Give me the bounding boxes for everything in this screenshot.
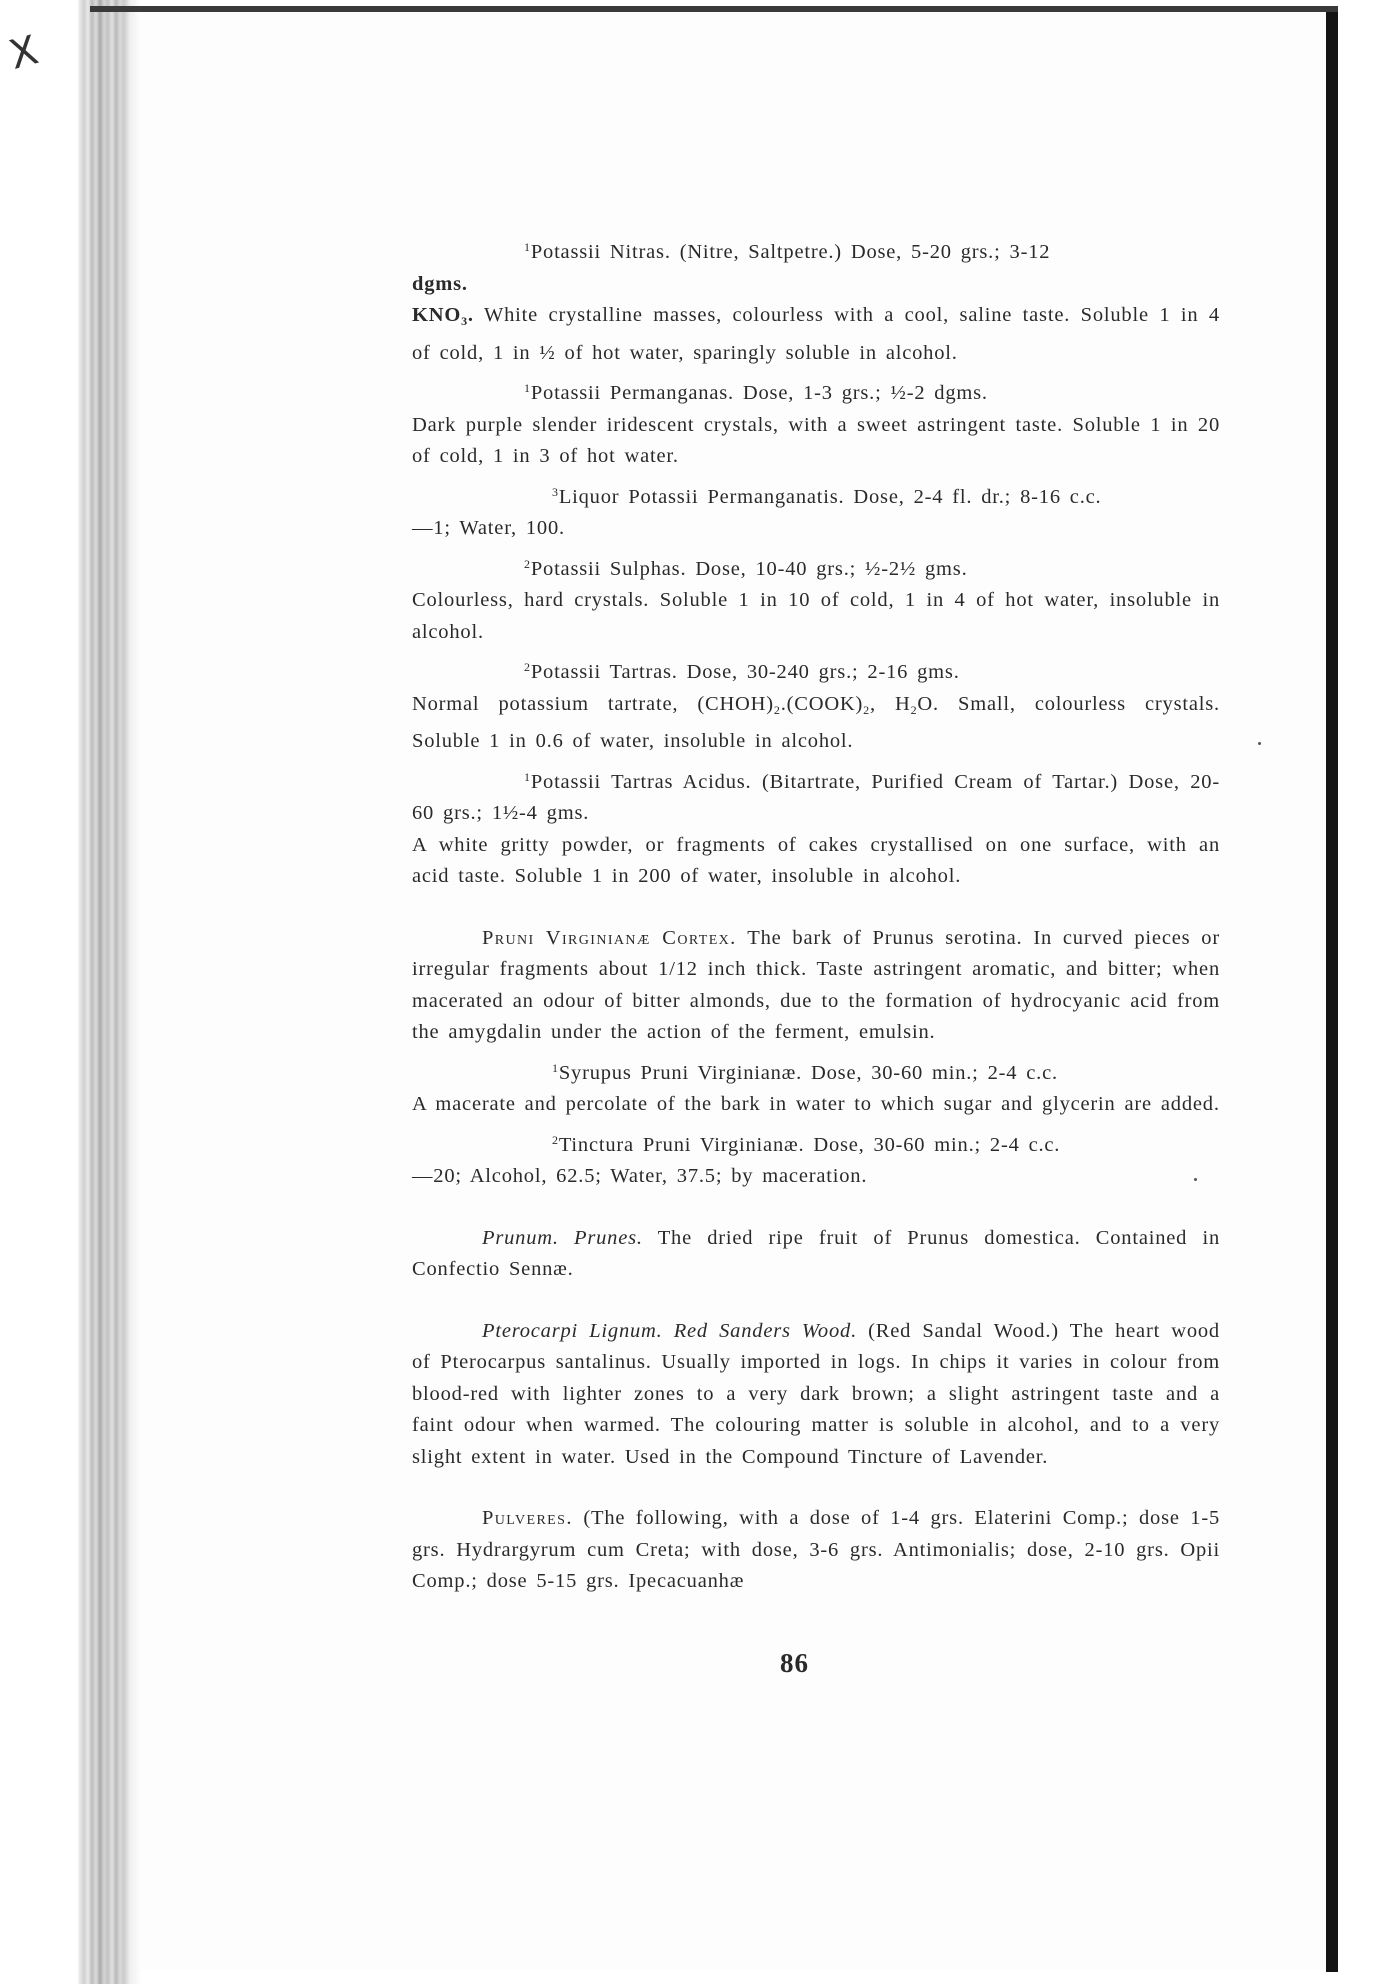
dose-unit: dgms. [412,272,468,295]
entry-continuation [412,269,1220,301]
entry-heading: Potassii Nitras. [530,241,671,263]
page-text [412,232,1220,1598]
section-description: The bark of Prunus serotina. In curved pieces or irregular fragments about 1/12 inch thick. Taste astringent aromatic, and bitter; when macerated an odour of bitter almonds, due to the formation of hydrocyanic acid from the amygdalin under the action of the ferment, emulsin. [412,926,1220,1043]
formula-subscript: 2 [863,702,870,717]
book-binding-edge [78,0,140,1984]
formula-dot: . [467,304,474,326]
entry-dose: Dose, 1-3 grs.; ½-2 dgms. [742,382,988,404]
entry-dose: Dose, 10-40 grs.; ½-2½ gms. [695,557,968,580]
section-pulveres [412,1503,1220,1598]
entry-liquor-potassii-permanganatis [412,477,1220,514]
entry-tinctura-pruni [412,1125,1220,1162]
section-pterocarpi-lignum [412,1316,1220,1474]
description-text: of hot water, sparingly soluble in alcohol. [555,341,958,364]
footnote-marker: 2 [524,660,531,674]
section-description: The heart wood of Pterocarpus santalinus. Usually imported in logs. In chips it varies in colour from blood-red with lighter zones to a very dark brown; a slight astringent taste and a faint odour when warmed. The colouring matter is soluble in alcohol, and to a very slight extent in water. Used in the Compound Tincture of Lavender. [412,1319,1220,1468]
entry-potassii-permanganas [412,373,1220,410]
footnote-marker: 1 [524,240,531,254]
section-prunum [412,1223,1220,1286]
entry-description: Colourless, hard crystals. Soluble 1 in 10 of cold, 1 in 4 of hot water, insoluble in alcohol. [412,589,1220,643]
footnote-marker: 2 [552,1132,559,1147]
entry-dose: (Nitre, Saltpetre.) Dose, 5-20 grs.; 3-12 [679,241,1051,263]
entry-heading: Potassii Tartras Acidus. [530,770,752,793]
formula-subscript: 3 [461,314,468,328]
description-text: , H [869,692,911,715]
entry-dose: Dose, 30-60 min.; 2-4 c.c. [813,1133,1061,1156]
entry-description [412,689,1220,758]
entry-heading: Potassii Permanganas. [530,382,734,404]
entry-potassii-sulphas [412,549,1220,586]
section-title: Pruni Virginianæ Cortex. [482,926,737,949]
entry-potassii-tartras-acidus [412,762,1220,830]
footnote-marker: 2 [524,556,531,571]
entry-syrupus-pruni [412,1053,1220,1090]
section-description: (The following, with a dose of 1-4 grs. Elaterini Comp.; dose 1-5 grs. Hydrargyrum cum Creta; with dose, 3-6 grs. Antimonialis; dose, 2-10 grs. Opii Comp.; dose 5-15 grs. Ipecacuanhæ [412,1507,1220,1592]
entry-description: —1; Water, 100. [412,517,565,539]
footnote-marker: 1 [524,381,531,395]
entry-heading: Liquor Potassii Permanganatis. [558,485,845,508]
section-title: Pterocarpi Lignum. Red Sanders Wood. [482,1319,857,1342]
entry-potassii-tartras [412,652,1220,689]
page-right-edge [1326,12,1338,1972]
entry-description: Dark purple slender iridescent crystals, with a sweet astringent taste. Soluble 1 in 20 of cold, 1 in 3 of hot water. [412,413,1220,467]
section-pruni-virginianae [412,923,1220,1049]
entry-description: A white gritty powder, or fragments of cakes crystallised on one surface, with an acid taste. Soluble 1 in 200 of water, insoluble in alcohol. [412,833,1220,887]
footnote-marker: 1 [552,1060,559,1075]
entry-heading: Potassii Tartras. [530,661,678,683]
section-alt-name: (Red Sandal Wood.) [868,1319,1059,1342]
entry-heading: Tinctura Pruni Virginianæ. [558,1133,805,1156]
section-title: Pulveres. [482,1507,573,1529]
description-text: Normal potassium tartrate, (CHOH) [412,692,774,715]
footnote-marker: 1 [524,769,531,784]
entry-potassii-nitras [412,232,1220,269]
description-text: White crystalline masses, colourless with a cool, saline taste. Soluble 1 in 4 of cold, 1 in [412,304,1220,364]
entry-description [412,300,1220,369]
entry-dose: Dose, 30-240 grs.; 2-16 gms. [686,661,960,683]
formula-subscript: 2 [773,702,781,717]
footnote-marker: 3 [552,484,559,499]
fraction: ½ [539,341,556,364]
section-description: The dried ripe fruit of Prunus domestica. Contained in Confectio Sennæ. [412,1226,1220,1280]
entry-description: A macerate and percolate of the bark in water to which sugar and glycerin are added. [412,1093,1220,1115]
page-number: 86 [780,1648,809,1678]
chemical-formula: KNO [412,304,462,326]
description-text: O. Small, colourless crystals. Soluble 1 in 0.6 of water, insoluble in alcohol. [412,692,1220,752]
entry-dose: Dose, 2-4 fl. dr.; 8-16 c.c. [853,485,1102,508]
entry-heading: Potassii Sulphas. [530,557,687,580]
section-title: Prunum. Prunes. [482,1226,643,1249]
entry-description: —20; Alcohol, 62.5; Water, 37.5; by maceration. [412,1165,868,1187]
speck-mark [1258,742,1261,745]
entry-dose: Dose, 30-60 min.; 2-4 c.c. [811,1061,1058,1084]
margin-mark: X [4,27,43,79]
entry-heading: Syrupus Pruni Virginianæ. [558,1061,803,1084]
formula-subscript: 2 [910,702,918,717]
description-text: .(COOK) [780,692,864,715]
entry-dose: (Bitartrate, Purified Cream of Tartar.) Dose, 20-60 grs.; 1½-4 gms. [412,770,1220,824]
